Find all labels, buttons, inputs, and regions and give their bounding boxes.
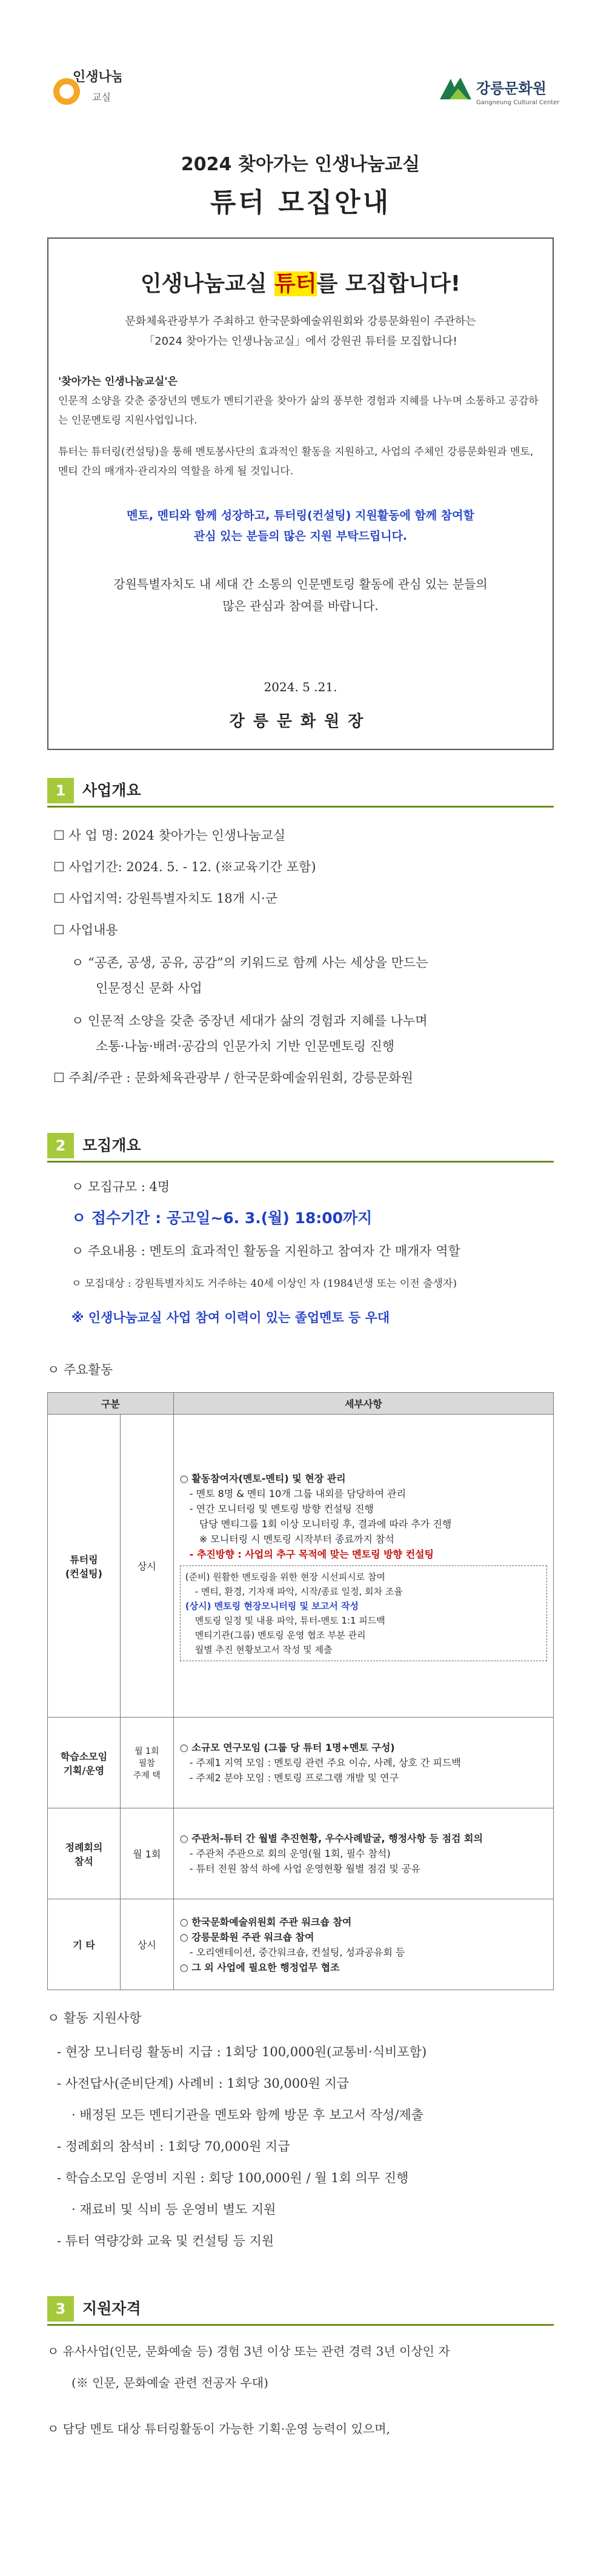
table-row xyxy=(48,1415,554,1718)
tutoring-process-box: (준비) 원활한 멘토링을 위한 현장 시선피시로 참여 - 멘티, 환경, 기자재 파악, 시작/종료 일정, 회차 조율 (상시) 멘토링 현장모니터링 및 보고서 작성 멘토링 일정 및 내용 파악, 튜터-멘토 1:1 피드백 멘티기관(그룹) 멘토링 운영 협조 부분 관리 월별 추진 현황보고서 작성 및 제출 xyxy=(180,1565,547,1661)
notice-date: 2024. 5 .21. xyxy=(264,680,337,694)
overview-row: ☐ 사 업 명: 2024 찾아가는 인생나눔교실 xyxy=(53,828,286,843)
cultural-center-logo xyxy=(436,73,563,109)
overview-row: ㅇ 인문적 소양을 갖춘 중장년 세대가 삶의 경험과 지혜를 나누며 xyxy=(71,1014,428,1028)
support-row: - 현장 모니터링 활동비 지급 : 1회당 100,000원(교통비·식비포함) xyxy=(57,2045,427,2059)
row-details: ○ 활동참여자(멘토-멘티) 및 현장 관리 - 멘토 8명 & 멘티 10개 그룹 내외를 담당하여 관리 - 연간 모니터링 및 멘토링 방향 컨설팅 진행 담당 멘티그룹 1회 이상 모니터링 후, 결과에 따라 추가 진행 ※ 모니터링 시 멘토링 시작부터 종료까지 참석 - 추진방향 : 사업의 추구 목적에 맞는 멘토링 방향 컨설팅 (준비) 원활한 멘토링을 위한 현장 시선피시로 참여 - 멘티, 환경, 기자재 파악, 시작/종료 일정, 회차 조율 (상시) 멘토링 현장모니터링 및 보고서 작성 멘토링 일정 및 내용 파악, 튜터-멘토 1:1 피드백 멘티기관(그룹) 멘토링 운영 협조 부분 관리 월별 추진 현황보고서 작성 및 제출 xyxy=(173,1415,553,1718)
notice-closing: 강원특별자치도 내 세대 간 소통의 인문멘토링 활동에 관심 있는 분들의 많은 관심과 참여를 바랍니다. xyxy=(113,577,488,613)
row-category: 튜터링 (컨설팅) xyxy=(48,1415,121,1718)
svg-text:강릉문화원: 강릉문화원 xyxy=(476,80,546,97)
definition-text: 인문적 소양을 갖춘 중장년의 멘토가 멘티기관을 찾아가 삶의 풍부한 경험과 지혜를 나누며 소통하고 공감하는 인문멘토링 지원사업입니다. xyxy=(58,395,539,427)
row-category: 학습소모임 기획/운영 xyxy=(48,1718,121,1808)
table-row xyxy=(48,1899,554,1990)
support-row: - 정례회의 참석비 : 1회당 70,000원 지급 xyxy=(57,2139,290,2154)
support-row: - 학습소모임 운영비 지원 : 회당 100,000원 / 월 1회 의무 진행 xyxy=(57,2171,409,2185)
overview-row: 소통·나눔·배려·공감의 인문가치 기반 인문멘토링 진행 xyxy=(96,1039,395,1054)
notice-heading: 인생나눔교실 튜터를 모집합니다! xyxy=(140,271,461,296)
overview-row: ☐ 사업내용 xyxy=(53,923,118,937)
overview-row: ☐ 주최/주관 : 문화체육관광부 / 한국문화예술위원회, 강릉문화원 xyxy=(53,1071,413,1085)
recruit-period: ㅇ 접수기간 : 공고일~6. 3.(월) 18:00까지 xyxy=(71,1209,373,1227)
notice-signature: 강릉문화원장 xyxy=(229,712,372,731)
row-category: 정례회의 참석 xyxy=(48,1808,121,1899)
eligibility-row: ㅇ 유사사업(인문, 문화예술 등) 경험 3년 이상 또는 관련 경력 3년 이상인 자 xyxy=(47,2344,450,2359)
program-logo xyxy=(48,58,121,113)
svg-text:Gangneung Cultural Center: Gangneung Cultural Center xyxy=(476,99,560,106)
notice-box xyxy=(47,237,554,750)
row-frequency: 월 1회 xyxy=(120,1808,173,1899)
overview-row: 인문정신 문화 사업 xyxy=(96,981,202,995)
support-row: - 사전답사(준비단계) 사례비 : 1회당 30,000원 지급 xyxy=(57,2076,350,2091)
table-header-category: 구분 xyxy=(48,1393,174,1415)
svg-text:교실: 교실 xyxy=(92,91,111,103)
support-row: · 재료비 및 식비 등 운영비 별도 지원 xyxy=(71,2202,276,2217)
row-details: ○ 한국문화예술위원회 주관 워크숍 참여 ○ 강릉문화원 주관 워크숍 참여 - 오리엔테이션, 중간워크숍, 컨설팅, 성과공유회 등 ○ 그 외 사업에 필요한 행정업무 협조 xyxy=(173,1899,553,1990)
support-row: · 배정된 모든 멘티기관을 멘토와 함께 방문 후 보고서 작성/제출 xyxy=(71,2108,423,2122)
overview-row: ㅇ “공존, 공생, 공유, 공감”의 키워드로 함께 사는 세상을 만드는 xyxy=(71,955,428,970)
table-row xyxy=(48,1808,554,1899)
support-row: - 튜터 역량강화 교육 및 컨설팅 등 지원 xyxy=(57,2234,274,2248)
recruit-row: ㅇ 모집대상 : 강원특별자치도 거주하는 40세 이상인 자 (1984년생 또는 이전 출생자) xyxy=(71,1278,457,1290)
activities-table xyxy=(47,1392,554,1990)
support-label: ㅇ 활동 지원사항 xyxy=(47,2011,142,2025)
eligibility-row: ㅇ 담당 멘토 대상 튜터링활동이 가능한 기획·운영 능력이 있으며, xyxy=(47,2422,390,2436)
row-frequency: 상시 xyxy=(120,1415,173,1718)
recruit-note: ※ 인생나눔교실 사업 참여 이력이 있는 졸업멘토 등 우대 xyxy=(71,1310,390,1325)
overview-row: ☐ 사업기간: 2024. 5. - 12. (※교육기간 포함) xyxy=(53,860,316,874)
definition-title: '찾아가는 인생나눔교실'은 xyxy=(58,376,178,388)
recruit-row: ㅇ 주요내용 : 멘토의 효과적인 활동을 지원하고 참여자 간 매개자 역할 xyxy=(71,1244,460,1258)
section-header-eligibility: 3 지원자격 xyxy=(47,2296,554,2322)
notice-intro: 문화체육관광부가 주최하고 한국문화예술위원회와 강릉문화원이 주관하는 「2024 찾아가는 인생나눔교실」에서 강원권 튜터를 모집합니다! xyxy=(125,315,476,348)
row-frequency: 상시 xyxy=(120,1899,173,1990)
row-category: 기 타 xyxy=(48,1899,121,1990)
page-title: 튜터 모집안내 xyxy=(210,187,391,218)
row-frequency: 월 1회 필참 주제 택 xyxy=(120,1718,173,1808)
tutor-role-text: 튜터는 튜터링(컨설팅)을 통해 멘토봉사단의 효과적인 활동을 지원하고, 사업의 주체인 강릉문화원과 멘토, 멘티 간의 매개자·관리자의 역할을 하게 될 것입니다. xyxy=(58,446,534,477)
activities-label: ㅇ 주요활동 xyxy=(47,1363,113,1377)
section-header-recruitment: 2 모집개요 xyxy=(47,1133,554,1158)
table-row xyxy=(48,1718,554,1808)
section-header-overview: 1 사업개요 xyxy=(47,778,554,803)
notice-appeal: 멘토, 멘티와 함께 성장하고, 튜터링(컨설팅) 지원활동에 함께 참여할 관심 있는 분들의 많은 지원 부탁드립니다. xyxy=(127,509,474,543)
recruit-row: ㅇ 모집규모 : 4명 xyxy=(71,1180,170,1194)
page-subtitle: 2024 찾아가는 인생나눔교실 xyxy=(181,154,420,175)
overview-row: ☐ 사업지역: 강원특별자치도 18개 시·군 xyxy=(53,891,278,906)
row-details: ○ 소규모 연구모임 (그룹 당 튜터 1명+멘토 구성) - 주제1 지역 모임 : 멘토링 관련 주요 이슈, 사례, 상호 간 피드백 - 주제2 분야 모임 : 멘토링 프로그램 개발 및 연구 xyxy=(173,1718,553,1808)
eligibility-row: (※ 인문, 문화예술 관련 전공자 우대) xyxy=(71,2375,268,2390)
table-header-details: 세부사항 xyxy=(173,1393,553,1415)
svg-text:인생나눔: 인생나눔 xyxy=(73,70,121,85)
row-details: ○ 주관처-튜터 간 월별 추진현황, 우수사례발굴, 행정사항 등 점검 회의 - 주관처 주관으로 회의 운영(월 1회, 필수 참석) - 튜터 전원 참석 하에 사업 운영현황 월별 점검 및 공유 xyxy=(173,1808,553,1899)
